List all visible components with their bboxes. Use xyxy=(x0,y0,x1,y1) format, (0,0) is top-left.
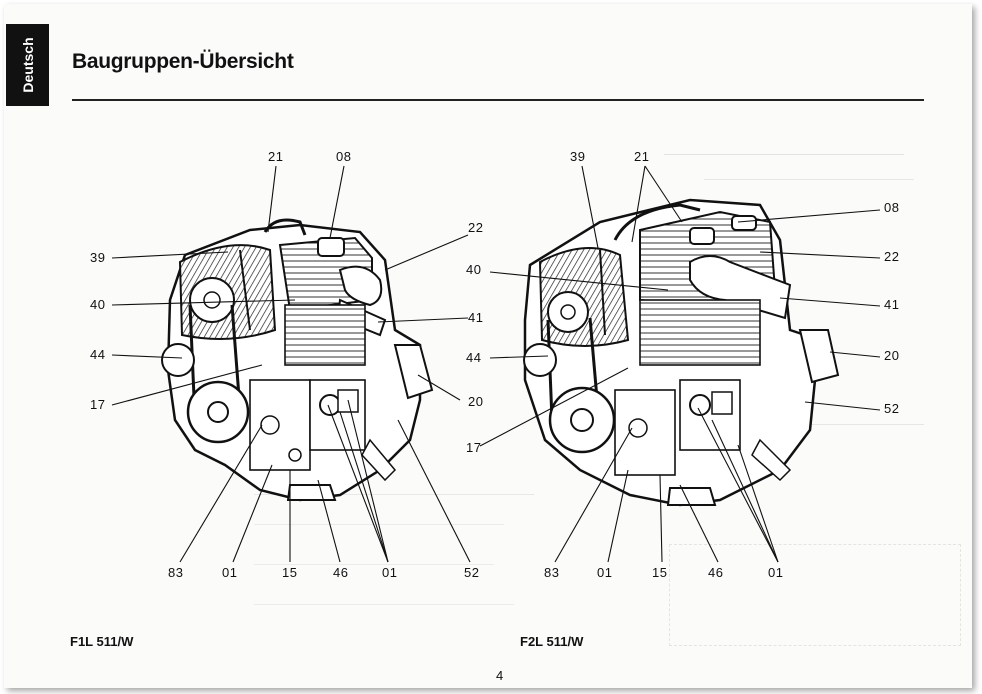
callout-44: 44 xyxy=(90,347,106,362)
callout-01a: 01 xyxy=(597,565,613,580)
callout-41: 41 xyxy=(468,310,484,325)
engine-illustrations xyxy=(4,4,972,688)
callout-15: 15 xyxy=(282,565,298,580)
callout-40: 40 xyxy=(90,297,106,312)
callout-15: 15 xyxy=(652,565,668,580)
callout-39: 39 xyxy=(570,149,586,164)
callout-83: 83 xyxy=(544,565,560,580)
callout-39: 39 xyxy=(90,250,106,265)
callout-40: 40 xyxy=(466,262,482,277)
callout-46: 46 xyxy=(708,565,724,580)
language-tab-label: Deutsch xyxy=(19,37,36,93)
callout-46: 46 xyxy=(333,565,349,580)
callout-41: 41 xyxy=(884,297,900,312)
page-title: Baugruppen-Übersicht xyxy=(72,50,294,73)
manual-page xyxy=(4,4,972,688)
callout-01b: 01 xyxy=(768,565,784,580)
callout-21: 21 xyxy=(268,149,284,164)
page-number: 4 xyxy=(496,668,504,683)
callout-01b: 01 xyxy=(382,565,398,580)
callout-08: 08 xyxy=(884,200,900,215)
callout-44: 44 xyxy=(466,350,482,365)
engine-f1l-drawing xyxy=(162,220,432,500)
model-label-f2l: F2L 511/W xyxy=(520,634,584,649)
callout-20: 20 xyxy=(884,348,900,363)
callout-08: 08 xyxy=(336,149,352,164)
callout-17: 17 xyxy=(90,397,106,412)
callout-52: 52 xyxy=(884,401,900,416)
callout-22: 22 xyxy=(468,220,484,235)
callout-22: 22 xyxy=(884,249,900,264)
engine-f2l-drawing xyxy=(524,200,838,505)
callout-20: 20 xyxy=(468,394,484,409)
callout-17: 17 xyxy=(466,440,482,455)
model-label-f1l: F1L 511/W xyxy=(70,634,134,649)
callout-52: 52 xyxy=(464,565,480,580)
callout-83: 83 xyxy=(168,565,184,580)
callout-01a: 01 xyxy=(222,565,238,580)
callout-21: 21 xyxy=(634,149,650,164)
